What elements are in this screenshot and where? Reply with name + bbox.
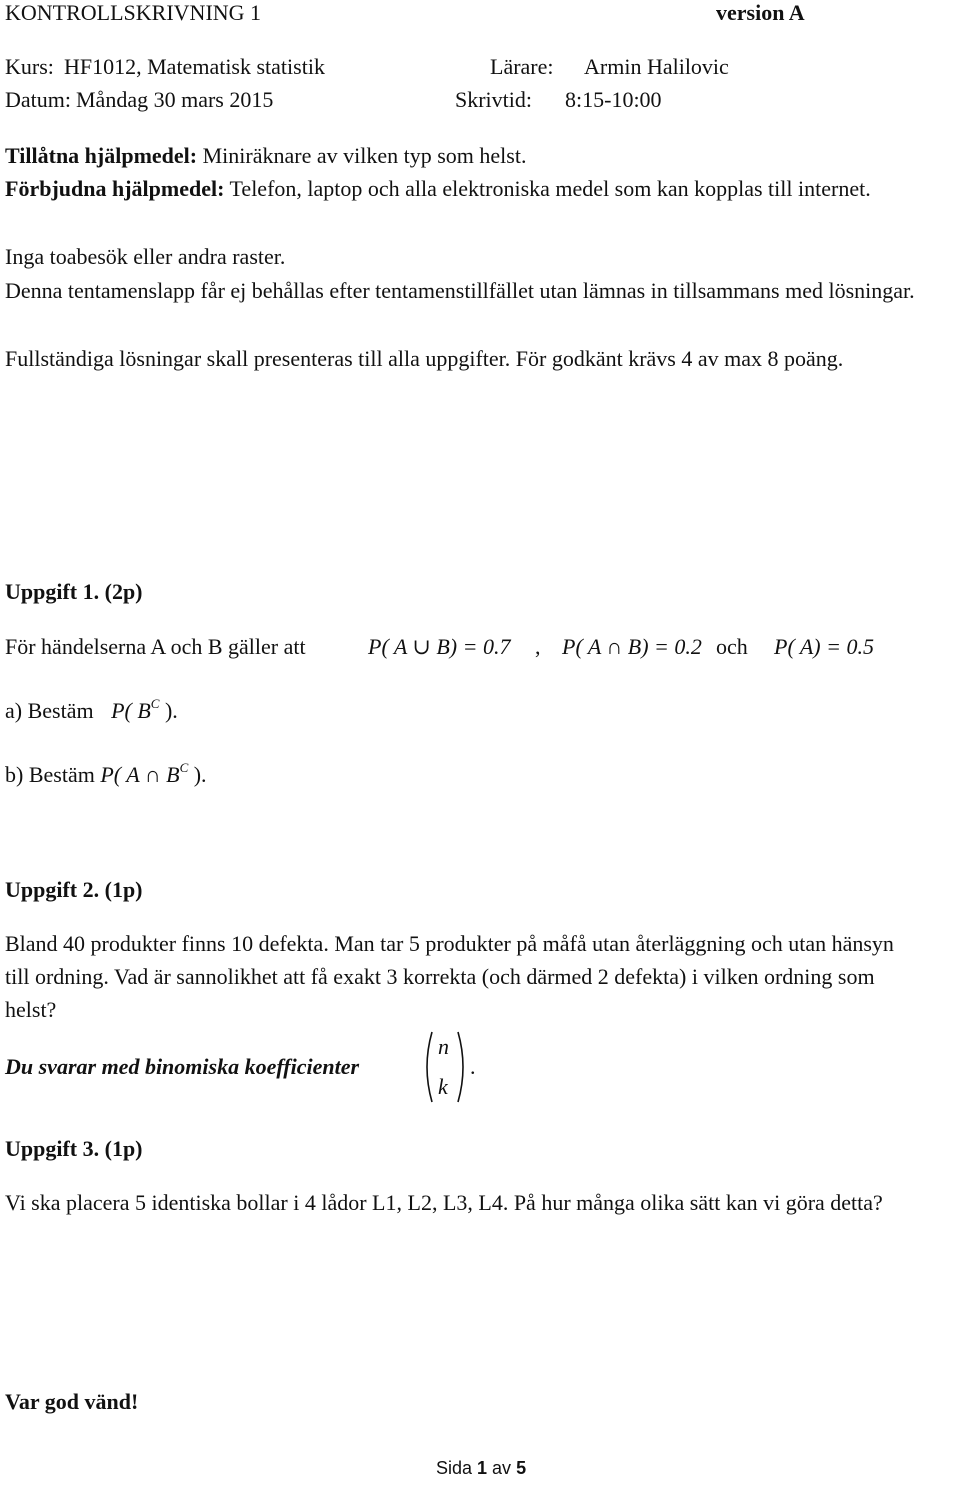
task1-part-a-end: ). [159, 698, 178, 723]
task1-part-b-expr: P( A ∩ B [100, 762, 180, 787]
exam-version: version A [716, 0, 805, 25]
forbidden-aids-label: Förbjudna hjälpmedel: [5, 176, 225, 201]
task1-equation-intersection: P( A ∩ B) = 0.2 [562, 634, 702, 659]
task1-separator: , [535, 634, 541, 659]
task1-part-a-label: a) Bestäm [5, 698, 94, 723]
task1-part-a [5, 694, 178, 730]
binomial-period: . [470, 1054, 476, 1079]
course-label: Kurs: [5, 54, 54, 79]
task1-part-b [5, 758, 207, 794]
task3-heading: Uppgift 3. (1p) [5, 1136, 143, 1161]
footer-total-pages: 5 [516, 1458, 527, 1478]
task1-part-a-sup: C [150, 696, 160, 711]
course-value: HF1012, Matematisk statistik [64, 54, 325, 79]
task1-heading: Uppgift 1. (2p) [5, 579, 143, 604]
allowed-aids [5, 139, 955, 172]
task1-part-a-expr: P( B [111, 698, 151, 723]
task1-part-b-label: b) Bestäm [5, 762, 95, 787]
teacher-label: Lärare: [490, 54, 554, 79]
teacher-value: Armin Halilovic [584, 54, 729, 79]
allowed-aids-label: Tillåtna hjälpmedel: [5, 143, 198, 168]
binomial-top: n [438, 1034, 449, 1059]
full-solutions-rule: Fullständiga lösningar skall presenteras till alla uppgifter. För godkänt krävs 4 av max 8 poäng. [5, 346, 844, 371]
no-breaks-rule: Inga toabesök eller andra raster. [5, 244, 286, 269]
allowed-aids-text: Miniräknare av vilken typ som helst. [197, 143, 527, 168]
task3-text: Vi ska placera 5 identiska bollar i 4 lådor L1, L2, L3, L4. På hur många olika sätt kan vi göra detta? [5, 1190, 883, 1215]
time-label: Skrivtid: [455, 87, 533, 112]
task1-och: och [716, 634, 748, 659]
task1-intro: För händelserna A och B gäller att [5, 634, 306, 659]
task1-equation-a: P( A) = 0.5 [774, 634, 874, 659]
task2-text: Bland 40 produkter finns 10 defekta. Man tar 5 produkter på måfå utan återläggning och utan hänsyn till ordning. Vad är sannolikhet att få exakt 3 korrekta (och därmed 2 defekta) i vilken ordning som helst? [5, 931, 894, 1022]
task1-part-b-end: ). [188, 762, 207, 787]
date-value: Måndag 30 mars 2015 [76, 87, 274, 112]
page-footer [436, 1452, 526, 1485]
binomial-left-paren [427, 1032, 432, 1102]
date-label: Datum: [5, 87, 71, 112]
task1-part-b-sup: C [179, 760, 189, 775]
turn-over-note: Var god vänd! [5, 1389, 139, 1414]
forbidden-aids-text: Telefon, laptop och alla elektroniska medel som kan kopplas till internet. [224, 176, 871, 201]
exam-title: KONTROLLSKRIVNING 1 [5, 0, 262, 25]
task2-heading: Uppgift 2. (1p) [5, 877, 143, 902]
task2-answer-hint: Du svarar med binomiska koefficienter [5, 1054, 360, 1079]
footer-middle: av [487, 1458, 517, 1478]
footer-prefix: Sida [436, 1458, 478, 1478]
forbidden-aids [5, 172, 925, 205]
binomial-bottom: k [438, 1074, 448, 1099]
binomial-coefficient [424, 1030, 466, 1104]
time-value: 8:15-10:00 [565, 87, 662, 112]
binomial-right-paren [458, 1032, 463, 1102]
keep-paper-rule: Denna tentamenslapp får ej behållas efter tentamenstillfället utan lämnas in tillsammans med lösningar. [5, 278, 915, 303]
task1-equation-union: P( A ∪ B) = 0.7 [368, 634, 511, 659]
footer-page-number: 1 [477, 1458, 488, 1478]
